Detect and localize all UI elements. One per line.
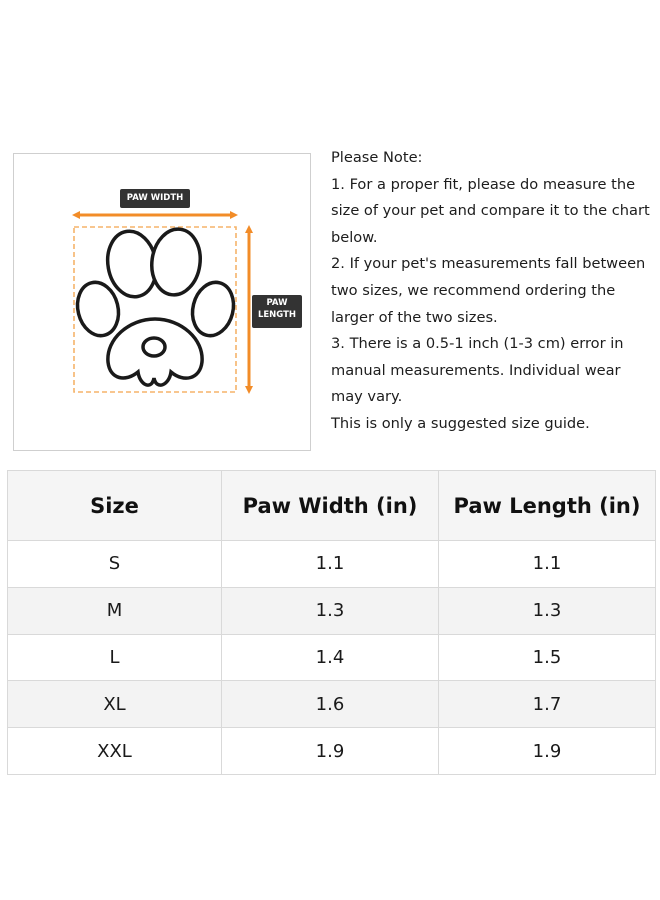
header-paw-width: Paw Width (in)	[222, 471, 439, 541]
table-row	[8, 681, 656, 728]
header-paw-length: Paw Length (in)	[439, 471, 656, 541]
paw-length-label-line1: PAW	[266, 298, 288, 308]
note-heading: Please Note:	[331, 149, 423, 166]
paw-width-label: PAW WIDTH	[120, 189, 190, 208]
cell-paw-length: 1.1	[439, 541, 656, 588]
note-line: 1. For a proper fit, please do measure the	[331, 175, 636, 193]
cell-paw-length: 1.5	[439, 634, 656, 681]
cell-paw-width: 1.3	[222, 587, 439, 634]
cell-paw-length: 1.7	[439, 681, 656, 728]
cell-size: S	[8, 541, 222, 588]
note-line: two sizes, we recommend ordering the	[331, 281, 616, 299]
header-size: Size	[8, 471, 222, 541]
cell-size: XXL	[8, 728, 222, 775]
note-line: 3. There is a 0.5-1 inch (1-3 cm) error in	[331, 335, 624, 353]
note-line: size of your pet and compare it to the chart	[331, 202, 650, 220]
note-line: may vary.	[331, 388, 403, 406]
note-line: manual measurements. Individual wear	[331, 361, 621, 379]
cell-size: L	[8, 634, 222, 681]
table-row	[8, 634, 656, 681]
cell-size: XL	[8, 681, 222, 728]
table-header-row	[8, 471, 656, 541]
cell-paw-width: 1.4	[222, 634, 439, 681]
cell-paw-length: 1.9	[439, 728, 656, 775]
sizing-note	[331, 145, 656, 438]
note-line: below.	[331, 228, 378, 246]
note-line: larger of the two sizes.	[331, 308, 498, 326]
paw-length-label-line2: LENGTH	[257, 310, 297, 321]
size-chart-table	[7, 470, 656, 775]
paw-length-label	[252, 295, 302, 328]
table-row	[8, 728, 656, 775]
dog-paw-icon	[72, 226, 239, 385]
table-row	[8, 541, 656, 588]
cell-paw-length: 1.3	[439, 587, 656, 634]
cell-paw-width: 1.6	[222, 681, 439, 728]
table-row	[8, 587, 656, 634]
cell-size: M	[8, 587, 222, 634]
cell-paw-width: 1.9	[222, 728, 439, 775]
cell-paw-width: 1.1	[222, 541, 439, 588]
note-line: This is only a suggested size guide.	[331, 414, 590, 432]
note-line: 2. If your pet's measurements fall between	[331, 255, 646, 273]
paw-measurement-diagram	[13, 153, 311, 451]
